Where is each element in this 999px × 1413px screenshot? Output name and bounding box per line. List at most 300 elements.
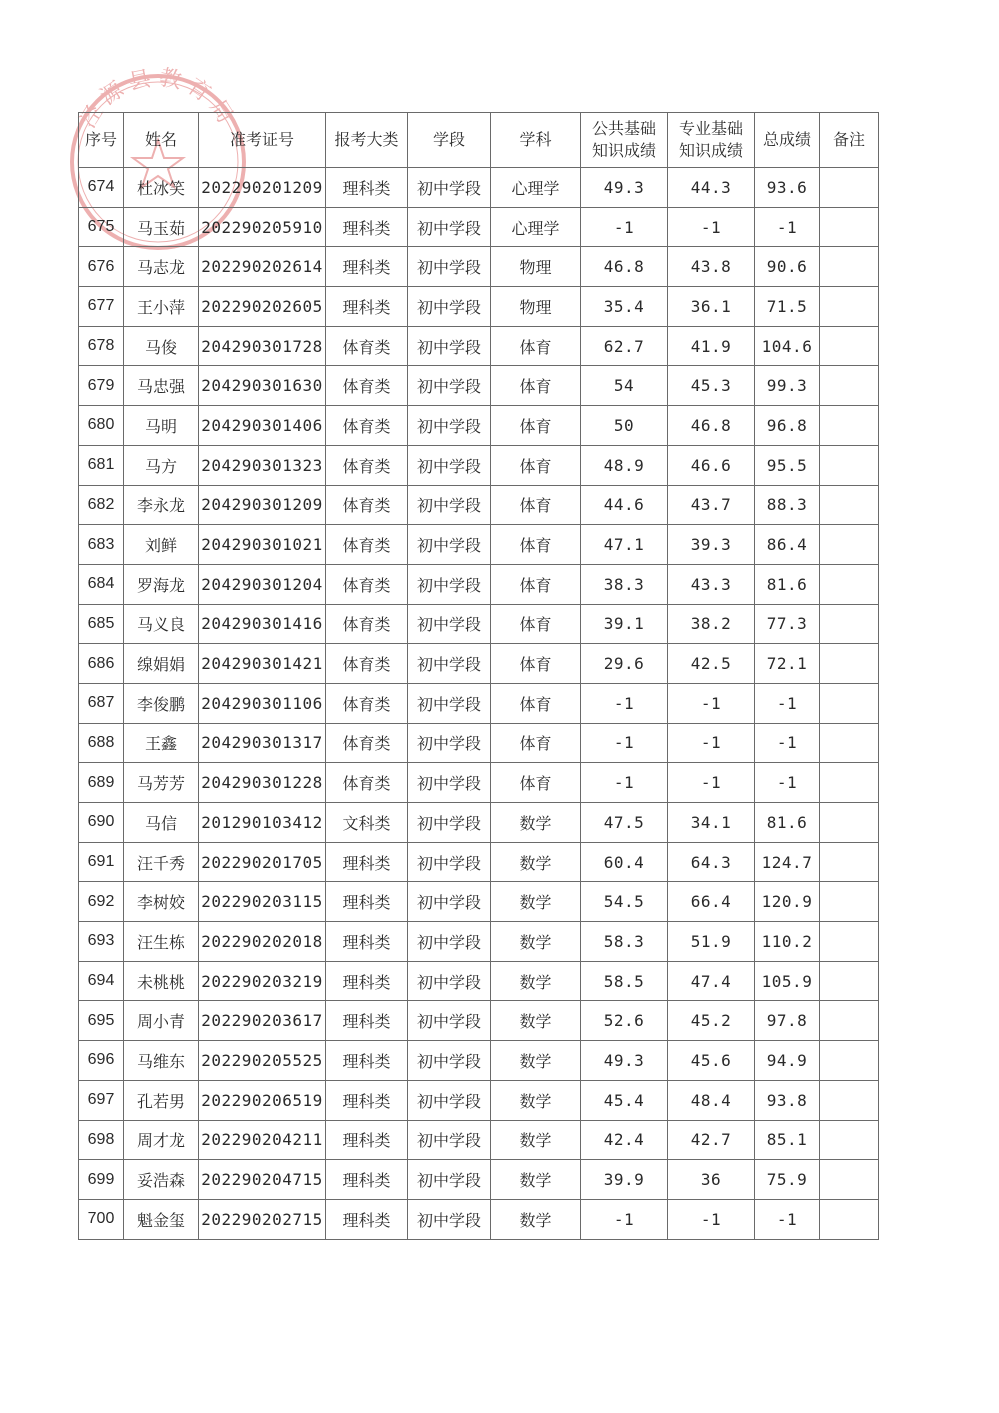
table-row (79, 525, 879, 565)
cell-prof-score: 66.4 (668, 882, 755, 922)
cell-remark (820, 882, 879, 922)
table-row (79, 564, 879, 604)
cell-name: 马方 (124, 445, 199, 485)
cell-name: 王小萍 (124, 287, 199, 327)
cell-category: 体育类 (326, 525, 408, 565)
cell-public-score: 39.1 (581, 604, 668, 644)
cell-public-score: 49.3 (581, 168, 668, 208)
cell-exam-id: 204290301416 (199, 604, 326, 644)
cell-seq: 700 (79, 1199, 124, 1239)
cell-seq: 691 (79, 842, 124, 882)
cell-category: 体育类 (326, 644, 408, 684)
cell-seq: 696 (79, 1041, 124, 1081)
cell-seq: 688 (79, 723, 124, 763)
cell-remark (820, 445, 879, 485)
cell-name: 李永龙 (124, 485, 199, 525)
cell-total-score: 77.3 (755, 604, 820, 644)
table-row (79, 366, 879, 406)
cell-name: 魁金玺 (124, 1199, 199, 1239)
cell-seq: 679 (79, 366, 124, 406)
cell-public-score: 46.8 (581, 247, 668, 287)
table-row (79, 168, 879, 208)
cell-seq: 677 (79, 287, 124, 327)
col-header-name: 姓名 (124, 113, 199, 168)
cell-category: 体育类 (326, 723, 408, 763)
cell-exam-id: 202290202605 (199, 287, 326, 327)
cell-seq: 699 (79, 1160, 124, 1200)
cell-exam-id: 204290301323 (199, 445, 326, 485)
cell-seq: 683 (79, 525, 124, 565)
cell-subject: 体育 (491, 445, 581, 485)
cell-seq: 689 (79, 763, 124, 803)
cell-seq: 694 (79, 961, 124, 1001)
cell-subject: 数学 (491, 1120, 581, 1160)
seal-text: 泾源县教育局 (75, 65, 241, 133)
cell-public-score: -1 (581, 723, 668, 763)
table-row (79, 1160, 879, 1200)
cell-seq: 680 (79, 406, 124, 446)
cell-stage: 初中学段 (408, 406, 491, 446)
cell-public-score: 42.4 (581, 1120, 668, 1160)
cell-stage: 初中学段 (408, 882, 491, 922)
cell-prof-score: 45.6 (668, 1041, 755, 1081)
cell-name: 刘鲜 (124, 525, 199, 565)
table-row (79, 842, 879, 882)
cell-prof-score: 48.4 (668, 1080, 755, 1120)
cell-category: 理科类 (326, 1080, 408, 1120)
cell-prof-score: 36 (668, 1160, 755, 1200)
cell-remark (820, 723, 879, 763)
cell-prof-score: -1 (668, 683, 755, 723)
cell-category: 体育类 (326, 763, 408, 803)
cell-total-score: 93.8 (755, 1080, 820, 1120)
cell-public-score: 54 (581, 366, 668, 406)
cell-category: 体育类 (326, 604, 408, 644)
cell-subject: 数学 (491, 961, 581, 1001)
cell-stage: 初中学段 (408, 763, 491, 803)
table-row (79, 922, 879, 962)
table-row (79, 882, 879, 922)
cell-seq: 685 (79, 604, 124, 644)
cell-name: 马俊 (124, 326, 199, 366)
cell-stage: 初中学段 (408, 922, 491, 962)
cell-remark (820, 803, 879, 843)
cell-total-score: 81.6 (755, 564, 820, 604)
cell-name: 孔若男 (124, 1080, 199, 1120)
cell-name: 杜冰笑 (124, 168, 199, 208)
cell-public-score: 39.9 (581, 1160, 668, 1200)
cell-name: 李俊鹏 (124, 683, 199, 723)
cell-exam-id: 202290201705 (199, 842, 326, 882)
cell-remark (820, 326, 879, 366)
cell-name: 周才龙 (124, 1120, 199, 1160)
cell-prof-score: 42.5 (668, 644, 755, 684)
cell-category: 理科类 (326, 1160, 408, 1200)
cell-public-score: -1 (581, 1199, 668, 1239)
cell-remark (820, 961, 879, 1001)
cell-category: 体育类 (326, 445, 408, 485)
col-header-total: 总成绩 (755, 113, 820, 168)
cell-remark (820, 763, 879, 803)
cell-category: 理科类 (326, 922, 408, 962)
cell-seq: 692 (79, 882, 124, 922)
cell-stage: 初中学段 (408, 485, 491, 525)
cell-seq: 675 (79, 207, 124, 247)
cell-prof-score: 43.7 (668, 485, 755, 525)
cell-subject: 心理学 (491, 168, 581, 208)
cell-public-score: -1 (581, 763, 668, 803)
cell-stage: 初中学段 (408, 961, 491, 1001)
table-row (79, 326, 879, 366)
cell-stage: 初中学段 (408, 366, 491, 406)
cell-category: 理科类 (326, 882, 408, 922)
cell-remark (820, 525, 879, 565)
cell-public-score: 47.5 (581, 803, 668, 843)
cell-name: 罗海龙 (124, 564, 199, 604)
cell-public-score: 35.4 (581, 287, 668, 327)
col-header-public-line2: 知识成绩 (591, 141, 656, 160)
cell-name: 马芳芳 (124, 763, 199, 803)
cell-public-score: 58.5 (581, 961, 668, 1001)
cell-total-score: 99.3 (755, 366, 820, 406)
cell-stage: 初中学段 (408, 525, 491, 565)
cell-remark (820, 1001, 879, 1041)
cell-prof-score: 41.9 (668, 326, 755, 366)
table-row (79, 644, 879, 684)
cell-category: 理科类 (326, 207, 408, 247)
cell-total-score: 95.5 (755, 445, 820, 485)
cell-remark (820, 247, 879, 287)
cell-category: 理科类 (326, 1199, 408, 1239)
cell-stage: 初中学段 (408, 1080, 491, 1120)
cell-exam-id: 202290204715 (199, 1160, 326, 1200)
cell-name: 马维东 (124, 1041, 199, 1081)
cell-total-score: 96.8 (755, 406, 820, 446)
cell-stage: 初中学段 (408, 326, 491, 366)
cell-category: 体育类 (326, 683, 408, 723)
cell-name: 马义良 (124, 604, 199, 644)
cell-total-score: 94.9 (755, 1041, 820, 1081)
cell-exam-id: 202290203617 (199, 1001, 326, 1041)
cell-exam-id: 204290301106 (199, 683, 326, 723)
cell-exam-id: 204290301421 (199, 644, 326, 684)
cell-total-score: 90.6 (755, 247, 820, 287)
cell-stage: 初中学段 (408, 207, 491, 247)
cell-stage: 初中学段 (408, 842, 491, 882)
header-row (79, 113, 879, 168)
cell-total-score: 93.6 (755, 168, 820, 208)
cell-category: 理科类 (326, 1041, 408, 1081)
cell-subject: 体育 (491, 525, 581, 565)
cell-prof-score: 39.3 (668, 525, 755, 565)
cell-seq: 674 (79, 168, 124, 208)
table-row (79, 485, 879, 525)
cell-prof-score: 44.3 (668, 168, 755, 208)
cell-remark (820, 604, 879, 644)
cell-remark (820, 1080, 879, 1120)
col-header-remark: 备注 (820, 113, 879, 168)
cell-public-score: 54.5 (581, 882, 668, 922)
cell-prof-score: -1 (668, 207, 755, 247)
cell-remark (820, 485, 879, 525)
cell-exam-id: 204290301021 (199, 525, 326, 565)
cell-name: 汪千秀 (124, 842, 199, 882)
cell-remark (820, 1120, 879, 1160)
cell-subject: 数学 (491, 882, 581, 922)
cell-category: 理科类 (326, 247, 408, 287)
table-row (79, 763, 879, 803)
cell-name: 汪生栋 (124, 922, 199, 962)
cell-seq: 682 (79, 485, 124, 525)
cell-prof-score: 36.1 (668, 287, 755, 327)
cell-total-score: 120.9 (755, 882, 820, 922)
cell-exam-id: 202290203219 (199, 961, 326, 1001)
cell-remark (820, 1160, 879, 1200)
col-header-exam-id: 准考证号 (199, 113, 326, 168)
col-header-public-score (581, 113, 668, 168)
cell-stage: 初中学段 (408, 564, 491, 604)
table-body (79, 168, 879, 1240)
cell-remark (820, 207, 879, 247)
cell-total-score: 71.5 (755, 287, 820, 327)
cell-name: 马忠强 (124, 366, 199, 406)
cell-stage: 初中学段 (408, 1041, 491, 1081)
cell-name: 马志龙 (124, 247, 199, 287)
table-row (79, 1199, 879, 1239)
cell-total-score: 124.7 (755, 842, 820, 882)
cell-name: 马玉茹 (124, 207, 199, 247)
cell-category: 理科类 (326, 168, 408, 208)
cell-prof-score: 46.6 (668, 445, 755, 485)
table-row (79, 287, 879, 327)
cell-exam-id: 204290301209 (199, 485, 326, 525)
cell-stage: 初中学段 (408, 445, 491, 485)
cell-public-score: 58.3 (581, 922, 668, 962)
cell-name: 李树姣 (124, 882, 199, 922)
cell-total-score: -1 (755, 1199, 820, 1239)
cell-subject: 物理 (491, 247, 581, 287)
cell-stage: 初中学段 (408, 1199, 491, 1239)
cell-subject: 数学 (491, 803, 581, 843)
cell-public-score: 47.1 (581, 525, 668, 565)
cell-total-score: 104.6 (755, 326, 820, 366)
cell-stage: 初中学段 (408, 1160, 491, 1200)
cell-category: 理科类 (326, 961, 408, 1001)
cell-exam-id: 204290301228 (199, 763, 326, 803)
cell-name: 马明 (124, 406, 199, 446)
cell-public-score: 44.6 (581, 485, 668, 525)
cell-category: 体育类 (326, 366, 408, 406)
cell-total-score: -1 (755, 763, 820, 803)
cell-exam-id: 202290205910 (199, 207, 326, 247)
cell-total-score: -1 (755, 683, 820, 723)
cell-total-score: 81.6 (755, 803, 820, 843)
cell-subject: 数学 (491, 1160, 581, 1200)
cell-stage: 初中学段 (408, 604, 491, 644)
cell-subject: 体育 (491, 683, 581, 723)
cell-public-score: 29.6 (581, 644, 668, 684)
cell-exam-id: 202290201209 (199, 168, 326, 208)
cell-category: 理科类 (326, 287, 408, 327)
cell-subject: 体育 (491, 326, 581, 366)
table-row (79, 723, 879, 763)
cell-prof-score: -1 (668, 723, 755, 763)
table-row (79, 247, 879, 287)
cell-stage: 初中学段 (408, 1001, 491, 1041)
cell-category: 体育类 (326, 564, 408, 604)
cell-seq: 697 (79, 1080, 124, 1120)
cell-remark (820, 842, 879, 882)
col-header-prof-score (668, 113, 755, 168)
table-row (79, 604, 879, 644)
cell-exam-id: 204290301728 (199, 326, 326, 366)
cell-stage: 初中学段 (408, 723, 491, 763)
cell-subject: 数学 (491, 842, 581, 882)
cell-remark (820, 644, 879, 684)
cell-seq: 684 (79, 564, 124, 604)
cell-exam-id: 204290301630 (199, 366, 326, 406)
cell-total-score: 105.9 (755, 961, 820, 1001)
cell-subject: 体育 (491, 366, 581, 406)
cell-category: 体育类 (326, 485, 408, 525)
cell-subject: 体育 (491, 604, 581, 644)
cell-exam-id: 202290204211 (199, 1120, 326, 1160)
cell-prof-score: 42.7 (668, 1120, 755, 1160)
cell-total-score: 85.1 (755, 1120, 820, 1160)
cell-name: 马信 (124, 803, 199, 843)
cell-public-score: 62.7 (581, 326, 668, 366)
cell-prof-score: 38.2 (668, 604, 755, 644)
cell-exam-id: 201290103412 (199, 803, 326, 843)
cell-total-score: 88.3 (755, 485, 820, 525)
col-header-prof-line1: 专业基础 (678, 119, 743, 138)
cell-subject: 物理 (491, 287, 581, 327)
cell-remark (820, 287, 879, 327)
cell-remark (820, 406, 879, 446)
cell-subject: 心理学 (491, 207, 581, 247)
cell-name: 王鑫 (124, 723, 199, 763)
cell-public-score: 45.4 (581, 1080, 668, 1120)
cell-public-score: 48.9 (581, 445, 668, 485)
cell-exam-id: 204290301317 (199, 723, 326, 763)
cell-subject: 数学 (491, 1080, 581, 1120)
cell-total-score: 97.8 (755, 1001, 820, 1041)
table-row (79, 406, 879, 446)
cell-remark (820, 922, 879, 962)
cell-seq: 681 (79, 445, 124, 485)
table-row (79, 803, 879, 843)
cell-prof-score: 46.8 (668, 406, 755, 446)
cell-stage: 初中学段 (408, 168, 491, 208)
cell-stage: 初中学段 (408, 644, 491, 684)
cell-public-score: 38.3 (581, 564, 668, 604)
table-row (79, 1001, 879, 1041)
col-header-stage: 学段 (408, 113, 491, 168)
cell-total-score: 86.4 (755, 525, 820, 565)
cell-name: 周小青 (124, 1001, 199, 1041)
cell-subject: 体育 (491, 644, 581, 684)
cell-seq: 698 (79, 1120, 124, 1160)
cell-seq: 686 (79, 644, 124, 684)
cell-stage: 初中学段 (408, 1120, 491, 1160)
cell-seq: 690 (79, 803, 124, 843)
cell-exam-id: 204290301204 (199, 564, 326, 604)
cell-public-score: -1 (581, 683, 668, 723)
cell-prof-score: -1 (668, 763, 755, 803)
cell-subject: 体育 (491, 763, 581, 803)
cell-exam-id: 202290202715 (199, 1199, 326, 1239)
cell-remark (820, 168, 879, 208)
cell-seq: 678 (79, 326, 124, 366)
table-row (79, 445, 879, 485)
cell-seq: 687 (79, 683, 124, 723)
cell-total-score: -1 (755, 723, 820, 763)
table-row (79, 1041, 879, 1081)
cell-remark (820, 564, 879, 604)
col-header-prof-line2: 知识成绩 (678, 141, 743, 160)
cell-subject: 数学 (491, 1199, 581, 1239)
cell-prof-score: 45.3 (668, 366, 755, 406)
cell-public-score: 52.6 (581, 1001, 668, 1041)
cell-prof-score: 43.8 (668, 247, 755, 287)
cell-public-score: 50 (581, 406, 668, 446)
cell-prof-score: -1 (668, 1199, 755, 1239)
cell-public-score: 49.3 (581, 1041, 668, 1081)
cell-remark (820, 683, 879, 723)
cell-exam-id: 202290202614 (199, 247, 326, 287)
cell-public-score: 60.4 (581, 842, 668, 882)
scores-table (78, 112, 879, 1240)
cell-stage: 初中学段 (408, 803, 491, 843)
cell-stage: 初中学段 (408, 683, 491, 723)
cell-exam-id: 202290206519 (199, 1080, 326, 1120)
table-row (79, 1120, 879, 1160)
cell-subject: 体育 (491, 723, 581, 763)
cell-prof-score: 51.9 (668, 922, 755, 962)
cell-remark (820, 366, 879, 406)
cell-total-score: 110.2 (755, 922, 820, 962)
cell-category: 体育类 (326, 326, 408, 366)
cell-total-score: 72.1 (755, 644, 820, 684)
cell-total-score: -1 (755, 207, 820, 247)
cell-category: 理科类 (326, 842, 408, 882)
cell-subject: 数学 (491, 1041, 581, 1081)
cell-stage: 初中学段 (408, 287, 491, 327)
cell-category: 理科类 (326, 1001, 408, 1041)
cell-seq: 695 (79, 1001, 124, 1041)
cell-prof-score: 43.3 (668, 564, 755, 604)
cell-seq: 676 (79, 247, 124, 287)
table-row (79, 1080, 879, 1120)
cell-prof-score: 64.3 (668, 842, 755, 882)
table-row (79, 207, 879, 247)
cell-subject: 体育 (491, 406, 581, 446)
cell-exam-id: 202290203115 (199, 882, 326, 922)
cell-public-score: -1 (581, 207, 668, 247)
cell-name: 未桃桃 (124, 961, 199, 1001)
col-header-subject: 学科 (491, 113, 581, 168)
cell-exam-id: 204290301406 (199, 406, 326, 446)
cell-category: 文科类 (326, 803, 408, 843)
col-header-category: 报考大类 (326, 113, 408, 168)
cell-category: 理科类 (326, 1120, 408, 1160)
cell-remark (820, 1041, 879, 1081)
cell-exam-id: 202290205525 (199, 1041, 326, 1081)
cell-subject: 数学 (491, 1001, 581, 1041)
cell-remark (820, 1199, 879, 1239)
cell-subject: 数学 (491, 922, 581, 962)
col-header-public-line1: 公共基础 (591, 119, 656, 138)
